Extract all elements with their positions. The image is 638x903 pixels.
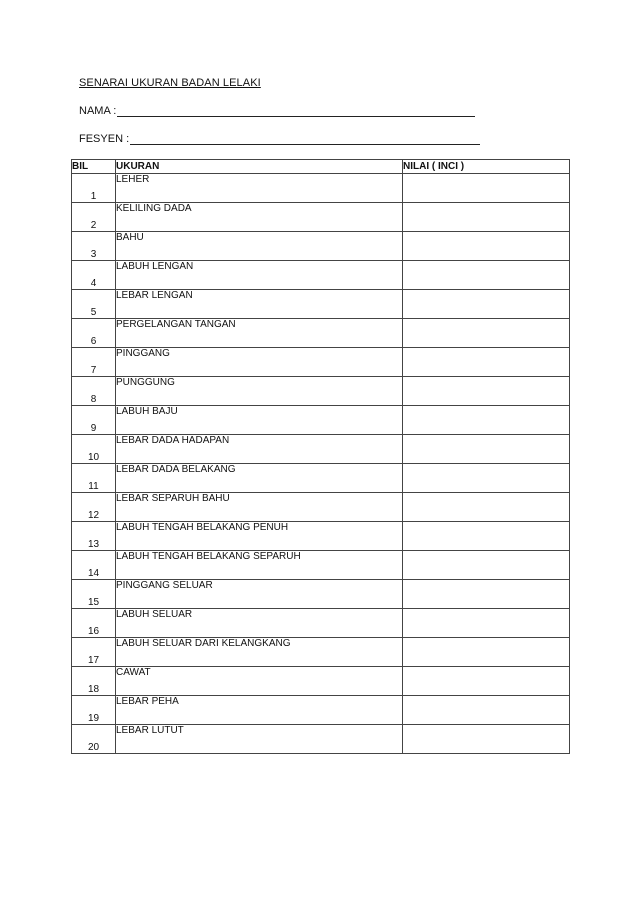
fesyen-field[interactable] xyxy=(79,133,480,145)
nama-field[interactable] xyxy=(79,105,475,117)
ukuran-cell: CAWAT xyxy=(116,667,403,696)
col-header-bil: BIL xyxy=(72,160,116,174)
bil-cell: 18 xyxy=(72,667,116,696)
table-row xyxy=(72,232,570,261)
table-row xyxy=(72,609,570,638)
ukuran-cell: LEHER xyxy=(116,174,403,203)
nilai-input-cell[interactable] xyxy=(403,522,570,551)
bil-cell: 16 xyxy=(72,609,116,638)
bil-cell: 14 xyxy=(72,551,116,580)
bil-cell: 17 xyxy=(72,638,116,667)
bil-cell: 2 xyxy=(72,203,116,232)
nilai-input-cell[interactable] xyxy=(403,609,570,638)
nilai-input-cell[interactable] xyxy=(403,580,570,609)
ukuran-cell: LABUH TENGAH BELAKANG PENUH xyxy=(116,522,403,551)
ukuran-cell: LABUH BAJU xyxy=(116,406,403,435)
ukuran-cell: PINGGANG xyxy=(116,348,403,377)
ukuran-cell: LEBAR DADA HADAPAN xyxy=(116,435,403,464)
nama-input-line[interactable] xyxy=(117,105,475,117)
ukuran-cell: KELILING DADA xyxy=(116,203,403,232)
table-row xyxy=(72,348,570,377)
nilai-input-cell[interactable] xyxy=(403,638,570,667)
col-header-ukuran: UKURAN xyxy=(116,160,403,174)
bil-cell: 3 xyxy=(72,232,116,261)
nilai-input-cell[interactable] xyxy=(403,290,570,319)
bil-cell: 10 xyxy=(72,435,116,464)
table-row xyxy=(72,464,570,493)
table-row xyxy=(72,319,570,348)
table-row xyxy=(72,638,570,667)
ukuran-cell: LEBAR PEHA xyxy=(116,696,403,725)
bil-cell: 13 xyxy=(72,522,116,551)
ukuran-cell: LEBAR DADA BELAKANG xyxy=(116,464,403,493)
table-row xyxy=(72,725,570,754)
nilai-input-cell[interactable] xyxy=(403,667,570,696)
nilai-input-cell[interactable] xyxy=(403,725,570,754)
page-title: SENARAI UKURAN BADAN LELAKI xyxy=(79,77,261,89)
bil-cell: 1 xyxy=(72,174,116,203)
nilai-input-cell[interactable] xyxy=(403,435,570,464)
nilai-input-cell[interactable] xyxy=(403,377,570,406)
fesyen-label: FESYEN : xyxy=(79,133,130,145)
bil-cell: 19 xyxy=(72,696,116,725)
ukuran-cell: LABUH SELUAR DARI KELANGKANG xyxy=(116,638,403,667)
ukuran-cell: LABUH TENGAH BELAKANG SEPARUH xyxy=(116,551,403,580)
ukuran-cell: LEBAR LUTUT xyxy=(116,725,403,754)
table-row xyxy=(72,522,570,551)
table-row xyxy=(72,696,570,725)
ukuran-cell: LABUH SELUAR xyxy=(116,609,403,638)
table-row xyxy=(72,435,570,464)
table-row xyxy=(72,203,570,232)
bil-cell: 6 xyxy=(72,319,116,348)
bil-cell: 11 xyxy=(72,464,116,493)
col-header-nilai: NILAI ( INCI ) xyxy=(403,160,570,174)
nilai-input-cell[interactable] xyxy=(403,232,570,261)
nilai-input-cell[interactable] xyxy=(403,348,570,377)
bil-cell: 12 xyxy=(72,493,116,522)
nilai-input-cell[interactable] xyxy=(403,319,570,348)
ukuran-cell: LEBAR LENGAN xyxy=(116,290,403,319)
table-row xyxy=(72,667,570,696)
table-row xyxy=(72,493,570,522)
ukuran-cell: PUNGGUNG xyxy=(116,377,403,406)
table-row xyxy=(72,174,570,203)
fesyen-input-line[interactable] xyxy=(130,133,480,145)
nilai-input-cell[interactable] xyxy=(403,464,570,493)
measurement-table xyxy=(71,159,570,754)
table-header-row xyxy=(72,160,570,174)
ukuran-cell: LEBAR SEPARUH BAHU xyxy=(116,493,403,522)
ukuran-cell: BAHU xyxy=(116,232,403,261)
nama-label: NAMA : xyxy=(79,105,117,117)
bil-cell: 5 xyxy=(72,290,116,319)
table-row xyxy=(72,580,570,609)
nilai-input-cell[interactable] xyxy=(403,406,570,435)
bil-cell: 8 xyxy=(72,377,116,406)
nilai-input-cell[interactable] xyxy=(403,174,570,203)
table-row xyxy=(72,551,570,580)
bil-cell: 15 xyxy=(72,580,116,609)
ukuran-cell: PERGELANGAN TANGAN xyxy=(116,319,403,348)
nilai-input-cell[interactable] xyxy=(403,261,570,290)
bil-cell: 4 xyxy=(72,261,116,290)
nilai-input-cell[interactable] xyxy=(403,551,570,580)
bil-cell: 7 xyxy=(72,348,116,377)
bil-cell: 9 xyxy=(72,406,116,435)
table-row xyxy=(72,377,570,406)
nilai-input-cell[interactable] xyxy=(403,203,570,232)
table-row xyxy=(72,290,570,319)
table-row xyxy=(72,261,570,290)
bil-cell: 20 xyxy=(72,725,116,754)
table-row xyxy=(72,406,570,435)
ukuran-cell: PINGGANG SELUAR xyxy=(116,580,403,609)
nilai-input-cell[interactable] xyxy=(403,493,570,522)
ukuran-cell: LABUH LENGAN xyxy=(116,261,403,290)
nilai-input-cell[interactable] xyxy=(403,696,570,725)
